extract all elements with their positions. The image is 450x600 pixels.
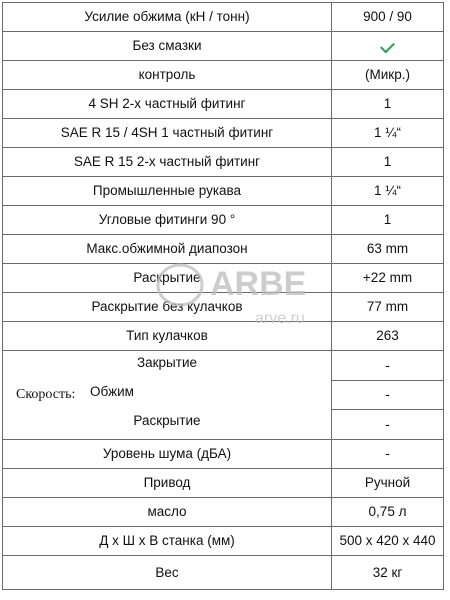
table-row [3, 322, 444, 351]
row-label: Промышленные рукава [3, 177, 332, 206]
row-label: Привод [3, 469, 332, 498]
row-label: SAE R 15 / 4SH 1 частный фитинг [3, 119, 332, 148]
table-row [3, 206, 444, 235]
table-row [3, 527, 444, 556]
row-value: 263 [332, 322, 444, 351]
row-label: 4 SH 2-х частный фитинг [3, 90, 332, 119]
row-label: Макс.обжимной диапозон [3, 235, 332, 264]
table-row [3, 264, 444, 293]
speed-open-label: Раскрытие [133, 413, 201, 428]
row-value: 1 ¼“ [332, 119, 444, 148]
row-label: Усилие обжима (кН / тонн) [3, 3, 332, 32]
speed-block [3, 351, 331, 439]
table-row [3, 3, 444, 32]
speed-label-cell [3, 351, 332, 440]
row-value: 1 [332, 90, 444, 119]
row-value: 1 [332, 148, 444, 177]
row-label: SAE R 15 2-х частный фитинг [3, 148, 332, 177]
row-value: Ручной [332, 469, 444, 498]
row-value [332, 32, 444, 61]
row-label: Д х Ш х В станка (мм) [3, 527, 332, 556]
row-label: Угловые фитинги 90 ° [3, 206, 332, 235]
row-value: 900 / 90 [332, 3, 444, 32]
row-value: 0,75 л [332, 498, 444, 527]
row-value: +22 mm [332, 264, 444, 293]
row-label: контроль [3, 61, 332, 90]
table-row [3, 293, 444, 322]
row-value: 1 ¼“ [332, 177, 444, 206]
row-label: масло [3, 498, 332, 527]
table-row [3, 90, 444, 119]
table-row [3, 440, 444, 469]
row-value: 32 кг [332, 556, 444, 590]
row-value: - [332, 440, 444, 469]
speed-open-value: - [332, 410, 444, 440]
row-label: Раскрытие без кулачков [3, 293, 332, 322]
row-value: 63 mm [332, 235, 444, 264]
row-value: 1 [332, 206, 444, 235]
table-row [3, 556, 444, 590]
table-row [3, 61, 444, 90]
row-value: 500 x 420 x 440 [332, 527, 444, 556]
speed-closing-label: Закрытие [136, 355, 197, 370]
speed-crimp-label: Обжим [90, 384, 134, 399]
table-row [3, 469, 444, 498]
watermark-brand: ARBE [210, 265, 307, 303]
row-label: Без смазки [3, 32, 332, 61]
row-label: Вес [3, 556, 332, 590]
speed-closing-value: - [332, 351, 444, 381]
speed-label: Скорость: [16, 387, 76, 402]
speed-crimp-value: - [332, 380, 444, 410]
row-value: 77 mm [332, 293, 444, 322]
watermark-site: arve.ru [255, 310, 305, 327]
row-value: (Микр.) [332, 61, 444, 90]
table-row [3, 351, 444, 381]
table-row [3, 148, 444, 177]
spec-table [2, 2, 444, 590]
checkmark-icon [380, 39, 395, 54]
table-row [3, 119, 444, 148]
table-row [3, 498, 444, 527]
table-row [3, 177, 444, 206]
row-label: Уровень шума (дБА) [3, 440, 332, 469]
row-label: Раскрытие [3, 264, 332, 293]
row-label: Тип кулачков [3, 322, 332, 351]
table-row [3, 235, 444, 264]
table-row [3, 32, 444, 61]
